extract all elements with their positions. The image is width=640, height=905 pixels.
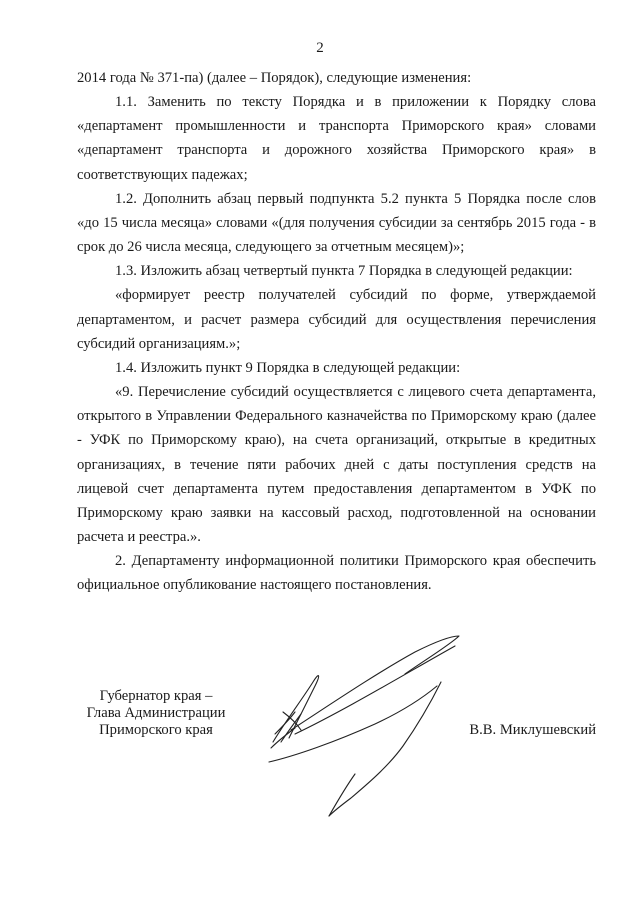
paragraph-1-3-quote: «формирует реестр получателей субсидий по форме, утверждаемой департаментом, и расчет размера субсидий для осуществления перечисления субсидий организациям.»; <box>77 287 596 352</box>
handwritten-signature <box>255 630 495 820</box>
page-number: 2 <box>316 40 324 56</box>
paragraph-1-4-quote: «9. Перечисление субсидий осуществляется с лицевого счета департамента, открытого в Управлении Федерального казначейства по Приморскому краю (далее - УФК по Приморскому краю), на счета организаций, открытые в кредитных организациях, в течение пяти рабочих дней с даты поступления средств на лицевой счет департамента путем предоставления департаментом в УФК по Приморскому краю заявки на кассовый расход, подготовленной на основании расчета и реестра.». <box>77 384 596 545</box>
paragraph-1-3: 1.3. Изложить абзац четвертый пункта 7 Порядка в следующей редакции: <box>115 263 573 280</box>
signatory-title-line: Приморского края <box>99 722 213 738</box>
signatory-name: В.В. Миклушевский <box>469 722 596 738</box>
signatory-title <box>76 688 236 739</box>
document-body <box>77 66 596 597</box>
paragraph-1-2: 1.2. Дополнить абзац первый подпункта 5.2 пункта 5 Порядка после слов «до 15 числа месяца» словами «(для получения субсидии за сентябрь 2015 года - в срок до 26 числа месяца, следующего за отчетным месяцем)»; <box>77 190 596 256</box>
paragraph-1-4: 1.4. Изложить пункт 9 Порядка в следующей редакции: <box>115 359 461 376</box>
paragraph-1-1: 1.1. Заменить по тексту Порядка и в приложении к Порядку слова «департамент промышленности и транспорта Приморского края» словами «департамент транспорта и дорожного хозяйства Приморского края» в соответствующих падежах; <box>77 94 596 183</box>
signatory-title-line: Губернатор края – <box>99 688 213 704</box>
signatory-title-line: Глава Администрации <box>86 705 226 721</box>
paragraph-2: 2. Департаменту информационной политики Приморского края обеспечить официальное опубликование настоящего постановления. <box>77 553 596 594</box>
paragraph-intro: 2014 года № 371-па) (далее – Порядок), следующие изменения: <box>77 70 472 86</box>
